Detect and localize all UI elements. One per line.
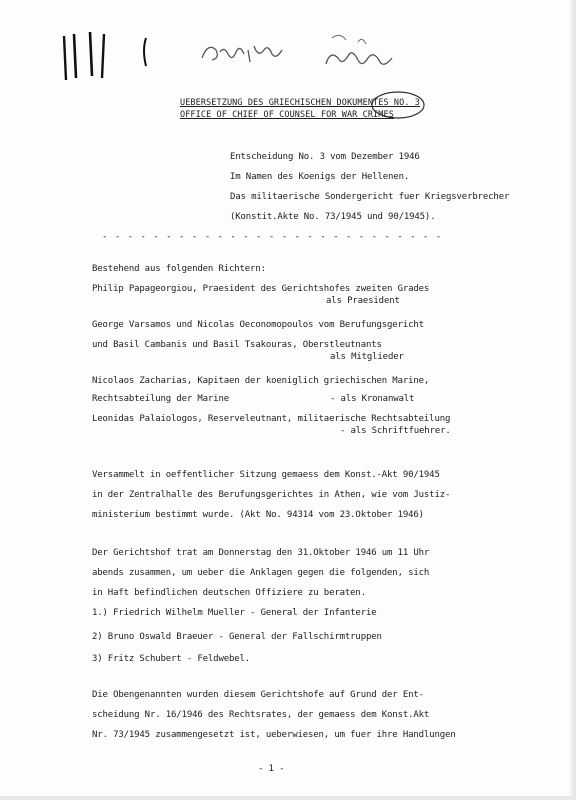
handwritten-tally-marks (60, 28, 200, 88)
referral-line-3: Nr. 73/1945 zusammengesetzt ist, ueberwiesen, um fuer ihre Handlungen (92, 730, 456, 740)
prosecutor-line: Nicolaos Zacharias, Kapitaen der koeniglich griechischen Marine, (92, 376, 430, 386)
handwritten-signature-1 (198, 38, 288, 68)
session-line-2: in der Zentralhalle des Berufungsgerichtes in Athen, wie vom Justiz- (92, 490, 451, 500)
handwritten-signature-2 (318, 28, 408, 78)
translation-header: UEBERSETZUNG DES GRIECHISCHEN DOKUMENTES NO. 3 (180, 98, 421, 108)
divider-line: - - - - - - - - - - - - - - - - - - - - - - - - - - - (102, 232, 443, 242)
court-line: Das militaerische Sondergericht fuer Kriegsverbrecher (230, 192, 510, 202)
clerk-role: - als Schriftfuehrer. (340, 426, 451, 436)
referral-line-2: scheidung Nr. 16/1946 des Rechtsrates, der gemaess dem Konst.Akt (92, 710, 430, 720)
defendant-2: 2) Bruno Oswald Braeuer - General der Fallschirmtruppen (92, 632, 382, 642)
office-header: OFFICE OF CHIEF OF COUNSEL FOR WAR CRIMES (180, 110, 394, 120)
judges-intro: Bestehend aus folgenden Richtern: (92, 264, 266, 274)
name-of-king-line: Im Namen des Koenigs der Hellenen. (230, 172, 410, 182)
session-line-1: Versammelt in oeffentlicher Sitzung gemaess dem Konst.-Akt 90/1945 (92, 470, 440, 480)
page-edge-shadow (570, 0, 576, 800)
prosecutor-dept: Rechtsabteilung der Marine (92, 394, 229, 404)
clerk-line: Leonidas Palaiologos, Reserveleutnant, militaerische Rechtsabteilung (92, 414, 451, 424)
session-line-3: ministerium bestimmt wurde. (Akt No. 94314 vom 23.Oktober 1946) (92, 510, 424, 520)
constitution-acts-line: (Konstit.Akte No. 73/1945 und 90/1945). (230, 212, 436, 222)
convened-line-2: abends zusammen, um ueber die Anklagen gegen die folgenden, sich (92, 568, 430, 578)
president-role: als Praesident (326, 296, 400, 306)
members-line-1: George Varsamos und Nicolas Oeconomopoulos vom Berufungsgericht (92, 320, 424, 330)
convened-line-1: Der Gerichtshof trat am Donnerstag den 31.Oktober 1946 um 11 Uhr (92, 548, 430, 558)
convened-line-3: in Haft befindlichen deutschen Offiziere zu beraten. (92, 588, 366, 598)
prosecutor-role: - als Kronanwalt (330, 394, 415, 404)
members-role: als Mitglieder (330, 352, 404, 362)
president-line: Philip Papageorgiou, Praesident des Gerichtshofes zweiten Grades (92, 284, 430, 294)
members-line-2: und Basil Cambanis und Basil Tsakouras, Oberstleutnants (92, 340, 382, 350)
decision-title: Entscheidung No. 3 vom Dezember 1946 (230, 152, 420, 162)
referral-line-1: Die Obengenannten wurden diesem Gerichtshofe auf Grund der Ent- (92, 690, 424, 700)
page-bottom-edge (0, 796, 576, 800)
page-number: - 1 - (258, 764, 285, 774)
defendant-3: 3) Fritz Schubert - Feldwebel. (92, 654, 251, 664)
defendant-1: 1.) Friedrich Wilhelm Mueller - General der Infanterie (92, 608, 377, 618)
